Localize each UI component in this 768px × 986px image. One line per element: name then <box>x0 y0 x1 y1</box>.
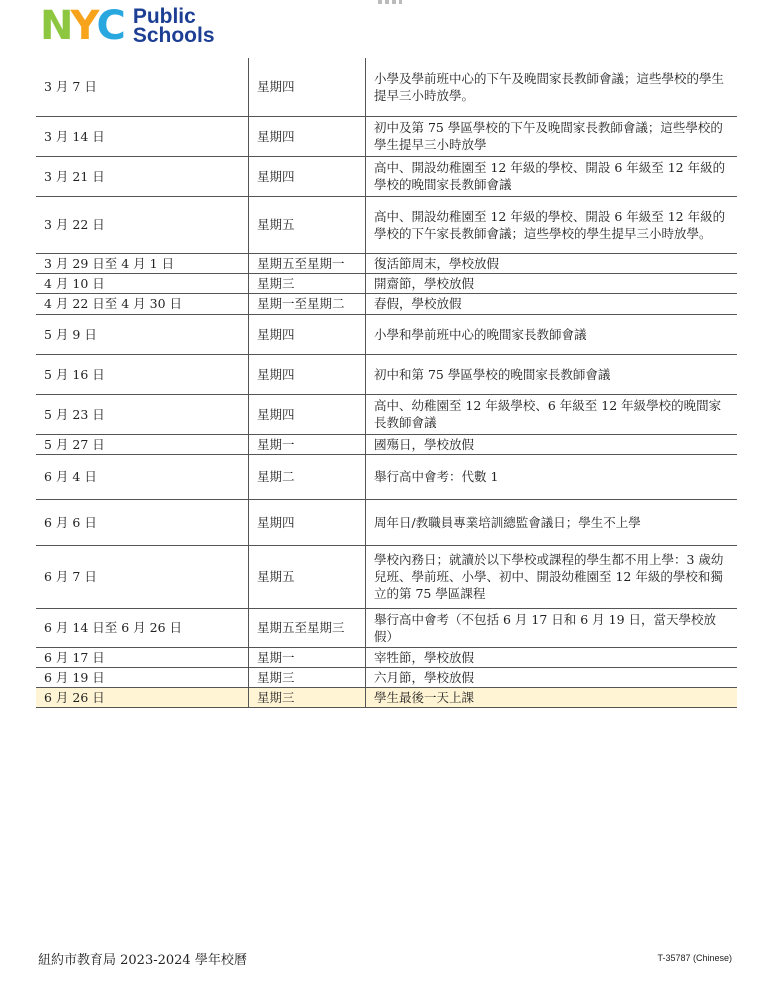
event-cell: 初中和第 75 學區學校的晚間家長教師會議 <box>374 366 611 382</box>
table-row <box>36 314 737 354</box>
date-cell: 6 月 14 日至 6 月 26 日 <box>44 620 183 635</box>
date-cell: 6 月 4 日 <box>44 469 97 484</box>
event-cell: 國殤日，學校放假 <box>374 436 475 452</box>
table-row <box>36 667 737 687</box>
event-cell: 周年日/教職員專業培訓總監會議日；學生不上學 <box>374 514 641 530</box>
weekday-cell: 星期二 <box>249 454 366 499</box>
date-cell: 3 月 22 日 <box>44 217 105 232</box>
event-cell: 開齋節，學校放假 <box>374 275 475 291</box>
weekday-cell: 星期一 <box>249 647 366 667</box>
weekday-cell: 星期四 <box>249 314 366 354</box>
weekday-cell: 星期三 <box>249 273 366 293</box>
table-row <box>36 608 737 647</box>
table-row <box>36 545 737 608</box>
date-cell: 6 月 6 日 <box>44 514 97 530</box>
nyc-logo-mark: N Y C <box>40 3 123 49</box>
table-row <box>36 354 737 394</box>
table-row <box>36 253 737 273</box>
date-cell: 6 月 26 日 <box>36 687 249 707</box>
table-row <box>36 454 737 499</box>
date-cell: 5 月 23 日 <box>44 406 105 422</box>
event-cell: 高中、幼稚園至 12 年級學校、6 年級至 12 年級學校的晚間家長教師會議 <box>374 398 722 430</box>
table-row <box>36 116 737 156</box>
weekday-cell: 星期四 <box>249 58 366 116</box>
table-row <box>36 687 737 707</box>
date-cell: 3 月 21 日 <box>44 168 105 184</box>
top-edge-mark <box>378 0 402 4</box>
weekday-cell: 星期一 <box>249 434 366 454</box>
event-cell: 初中及第 75 學區學校的下午及晚間家長教師會議；這些學校的學生提早三小時放學 <box>374 120 723 152</box>
weekday-cell: 星期五至星期一 <box>249 253 366 273</box>
footer-title: 紐約市教育局 2023-2024 學年校曆 <box>38 953 247 968</box>
event-cell: 高中、開設幼稚園至 12 年級的學校、開設 6 年級至 12 年級的學校的晚間家長教師會議 <box>374 160 726 192</box>
event-cell: 春假，學校放假 <box>374 296 462 311</box>
date-cell: 5 月 16 日 <box>44 366 105 382</box>
table-row <box>36 196 737 253</box>
weekday-cell: 星期四 <box>249 394 366 434</box>
weekday-cell: 星期五至星期三 <box>249 608 366 647</box>
table-row <box>36 647 737 667</box>
event-cell: 宰牲節，學校放假 <box>374 649 475 665</box>
table-row <box>36 499 737 545</box>
event-cell: 小學和學前班中心的晚間家長教師會議 <box>374 326 587 342</box>
table-row <box>36 394 737 434</box>
logo-wordmark <box>133 7 215 45</box>
weekday-cell: 星期五 <box>249 196 366 253</box>
weekday-cell: 星期四 <box>249 499 366 545</box>
weekday-cell: 星期三 <box>249 687 366 707</box>
event-cell: 六月節，學校放假 <box>374 669 475 685</box>
nyc-public-schools-logo <box>40 4 215 48</box>
calendar-table-body <box>36 58 737 707</box>
weekday-cell: 星期三 <box>249 667 366 687</box>
event-cell: 學校內務日；就讀於以下學校或課程的學生都不用上學：3 歲幼兒班、學前班、小學、初中、開設幼稚園至 12 年級的學校和獨立的第 75 學區課程 <box>374 552 724 601</box>
date-cell: 4 月 22 日至 4 月 30 日 <box>44 296 183 311</box>
event-cell: 高中、開設幼稚園至 12 年級的學校、開設 6 年級至 12 年級的學校的下午家長教師會議；這些學校的學生提早三小時放學。 <box>374 208 726 241</box>
date-cell: 3 月 14 日 <box>44 128 105 144</box>
weekday-cell: 星期五 <box>249 545 366 608</box>
footer-doc-code: T-35787 (Chinese) <box>657 953 732 963</box>
date-cell: 5 月 27 日 <box>44 436 105 452</box>
weekday-cell: 星期四 <box>249 354 366 394</box>
table-row <box>36 434 737 454</box>
weekday-cell: 星期四 <box>249 116 366 156</box>
logo-line-public: Public <box>132 5 196 28</box>
table-row <box>36 293 737 314</box>
table-row <box>36 273 737 293</box>
weekday-cell: 星期四 <box>249 156 366 196</box>
date-cell: 3 月 29 日至 4 月 1 日 <box>44 255 175 271</box>
table-row <box>36 156 737 196</box>
logo-line-schools: Schools <box>132 24 215 47</box>
date-cell: 6 月 19 日 <box>44 669 105 685</box>
event-cell: 舉行高中會考（不包括 6 月 17 日和 6 月 19 日，當天學校放假） <box>374 611 717 644</box>
date-cell: 5 月 9 日 <box>44 326 97 342</box>
date-cell: 6 月 7 日 <box>44 569 97 584</box>
table-row <box>36 58 737 116</box>
calendar-table <box>36 58 737 708</box>
date-cell: 4 月 10 日 <box>44 275 105 291</box>
weekday-cell: 星期一至星期二 <box>249 293 366 314</box>
date-cell: 6 月 17 日 <box>44 649 105 665</box>
event-cell: 學生最後一天上課 <box>366 687 738 707</box>
date-cell: 3 月 7 日 <box>44 79 97 95</box>
event-cell: 小學及學前班中心的下午及晚間家長教師會議；這些學校的學生提早三小時放學。 <box>374 70 725 103</box>
event-cell: 舉行高中會考：代數 1 <box>374 469 499 484</box>
event-cell: 復活節周末，學校放假 <box>374 255 500 271</box>
